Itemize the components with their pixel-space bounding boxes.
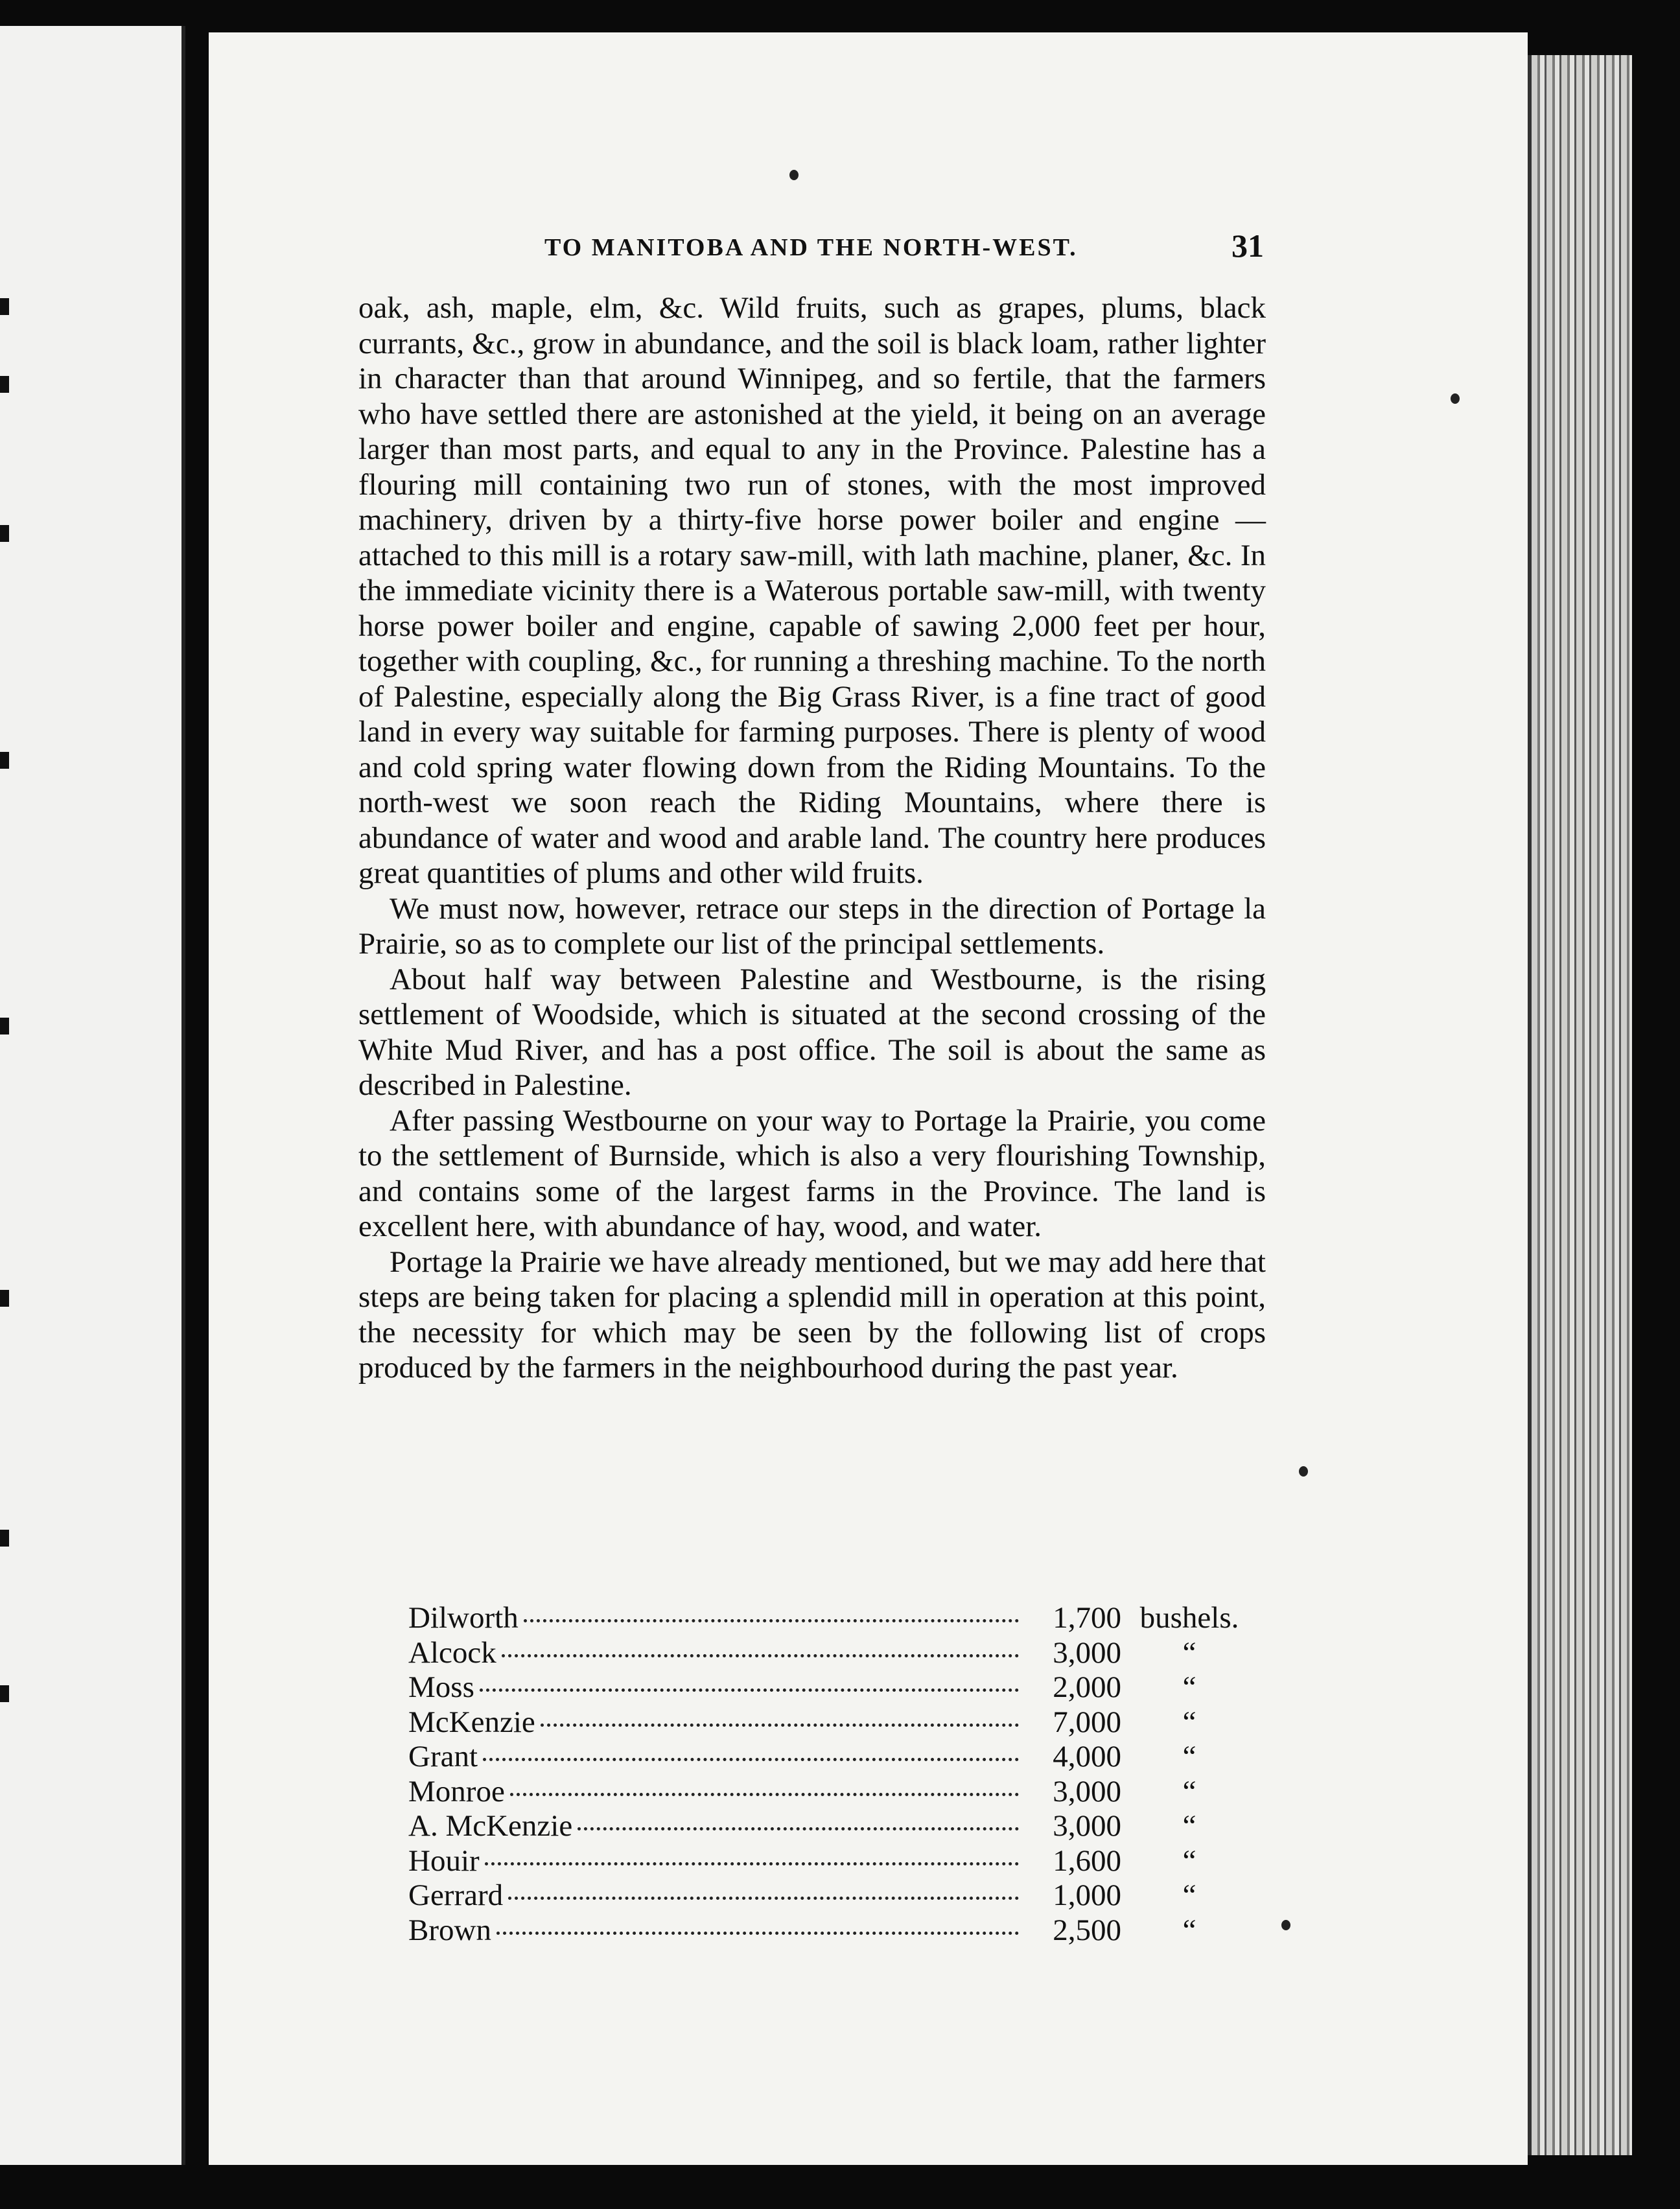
left-page-fragment xyxy=(0,1685,9,1702)
page-number: 31 xyxy=(1231,228,1264,264)
crop-unit: “ xyxy=(1182,1809,1196,1843)
left-page-fragment xyxy=(0,525,9,542)
farmer-name: Houir xyxy=(408,1843,480,1878)
dot-leader xyxy=(578,1827,1019,1830)
speck-mark xyxy=(1451,393,1460,404)
crop-unit: bushels. xyxy=(1139,1601,1239,1635)
left-page-fragment xyxy=(0,1530,9,1547)
dot-leader xyxy=(483,1758,1019,1761)
crop-quantity: 1,000 xyxy=(1053,1878,1121,1912)
crop-unit: “ xyxy=(1182,1878,1196,1912)
speck-mark xyxy=(1299,1466,1308,1477)
crop-unit: “ xyxy=(1182,1740,1196,1773)
farmer-name: Brown xyxy=(408,1913,491,1947)
crop-quantity: 3,000 xyxy=(1053,1774,1121,1808)
left-page-fragment xyxy=(0,1018,9,1034)
crop-row xyxy=(408,1705,1251,1740)
speck-mark xyxy=(1281,1920,1290,1930)
left-page-edge xyxy=(0,26,185,2165)
crop-quantity: 3,000 xyxy=(1053,1635,1121,1670)
speck-mark xyxy=(789,170,799,180)
body-text xyxy=(358,290,1266,1386)
crop-quantity: 1,600 xyxy=(1053,1843,1121,1878)
crop-list xyxy=(408,1601,1251,1948)
paragraph: oak, ash, maple, elm, &c. Wild fruits, such as grapes, plums, black currants, &c., grow in abundance, and the soil is black loam, rather lighter in character than that around Winnipeg, and so fertile, that the farmers who have settled there are astonished at the yield, it being on an average larger than most parts, and equal to any in the Province. Palestine has a flouring mill containing two run of stones, with the most improved machinery, driven by a thirty-five horse power boiler and engine —attached to this mill is a rotary saw-mill, with lath machine, planer, &c. In the immediate vicinity there is a Waterous portable saw-mill, with twenty horse power boiler and engine, capable of sawing 2,000 feet per hour, together with coupling, &c., for running a threshing machine. To the north of Palestine, especially along the Big Grass River, is a fine tract of good land in every way suitable for farming purposes. There is plenty of wood and cold spring water flowing down from the Riding Mountains. To the north-west we soon reach the Riding Mountains, where there is abundance of water and wood and arable land. The country here produces great quantities of plums and other wild fruits. xyxy=(358,291,1266,890)
crop-row xyxy=(408,1878,1251,1913)
crop-row xyxy=(408,1636,1251,1671)
crop-row xyxy=(408,1775,1251,1810)
farmer-name: Gerrard xyxy=(408,1878,504,1912)
dot-leader xyxy=(524,1619,1019,1622)
crop-quantity: 4,000 xyxy=(1053,1740,1121,1773)
dot-leader xyxy=(496,1932,1019,1935)
crop-unit: “ xyxy=(1182,1635,1196,1670)
crop-row xyxy=(408,1844,1251,1879)
farmer-name: Monroe xyxy=(408,1774,505,1808)
crop-unit: “ xyxy=(1182,1774,1196,1808)
farmer-name: Alcock xyxy=(408,1635,496,1670)
paragraph: We must now, however, retrace our steps in the direction of Portage la Prairie, so as to complete our list of the principal settlements. xyxy=(358,891,1266,961)
farmer-name: Grant xyxy=(408,1740,478,1773)
farmer-name: Dilworth xyxy=(408,1601,519,1635)
crop-unit: “ xyxy=(1182,1843,1196,1878)
paragraph: After passing Westbourne on your way to Portage la Prairie, you come to the settlement of Burnside, which is also a very flourishing Township, and contains some of the largest farms in the Province. The land is excellent here, with abundance of hay, wood, and water. xyxy=(358,1103,1266,1243)
crop-quantity: 3,000 xyxy=(1053,1809,1121,1843)
farmer-name: A. McKenzie xyxy=(408,1809,573,1843)
crop-row xyxy=(408,1809,1251,1844)
dot-leader xyxy=(480,1689,1019,1692)
farmer-name: McKenzie xyxy=(408,1705,535,1739)
farmer-name: Moss xyxy=(408,1670,474,1704)
paragraph: About half way between Palestine and Westbourne, is the rising settlement of Woodside, which is situated at the second crossing of the White Mud River, and has a post office. The soil is about the same as described in Palestine. xyxy=(358,962,1266,1102)
dot-leader xyxy=(502,1654,1019,1657)
crop-quantity: 7,000 xyxy=(1053,1705,1121,1739)
dot-leader xyxy=(541,1724,1019,1727)
dot-leader xyxy=(485,1862,1019,1865)
crop-unit: “ xyxy=(1182,1670,1196,1704)
left-page-fragment xyxy=(0,376,9,393)
crop-unit: “ xyxy=(1182,1705,1196,1739)
crop-quantity: 1,700 xyxy=(1053,1601,1121,1635)
crop-row xyxy=(408,1740,1251,1775)
left-page-fragment xyxy=(0,1290,9,1307)
left-page-fragment xyxy=(0,298,9,315)
left-page-fragment xyxy=(0,752,9,769)
crop-unit: “ xyxy=(1182,1913,1196,1947)
page-edges xyxy=(1528,55,1632,2155)
crop-quantity: 2,500 xyxy=(1053,1913,1121,1947)
crop-row xyxy=(408,1601,1251,1636)
dot-leader xyxy=(510,1793,1019,1796)
crop-quantity: 2,000 xyxy=(1053,1670,1121,1704)
crop-row xyxy=(408,1913,1251,1948)
running-title: TO MANITOBA AND THE NORTH-WEST. xyxy=(544,234,1078,261)
paragraph: Portage la Prairie we have already mentioned, but we may add here that steps are being taken for placing a splendid mill in operation at this point, the necessity for which may be seen by the following list of crops produced by the farmers in the neighbourhood during the past year. xyxy=(358,1245,1266,1385)
crop-row xyxy=(408,1670,1251,1705)
dot-leader xyxy=(508,1897,1019,1900)
